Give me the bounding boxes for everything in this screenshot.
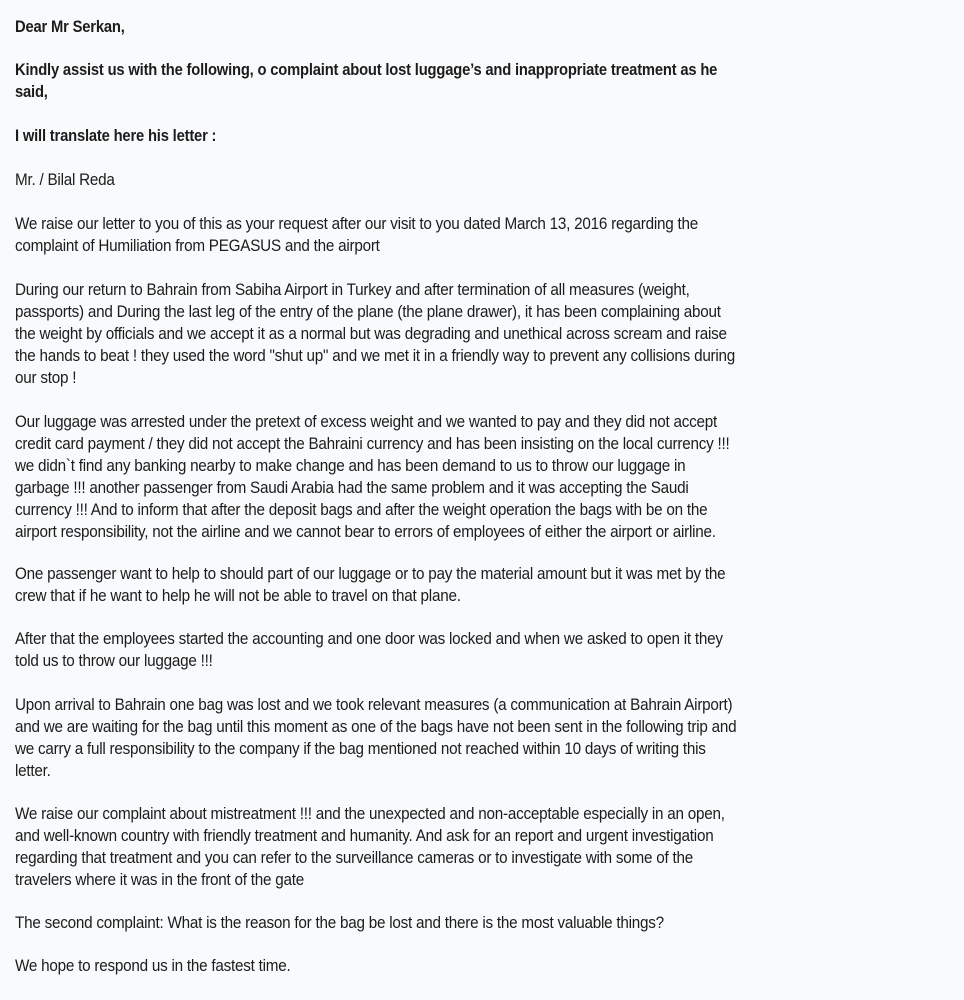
- intro-line-1: Kindly assist us with the following, o complaint about lost luggage’s and inappropriate treatment as he: [15, 61, 718, 79]
- paragraph-8-line: The second complaint: What is the reason for the bag be lost and there is the most valuable things?: [15, 914, 664, 932]
- addressee: Mr. / Bilal Reda: [15, 171, 115, 189]
- paragraph-7-line: regarding that treatment and you can refer to the surveillance cameras or to investigate with some of the: [15, 849, 694, 867]
- translate-note: I will translate here his letter :: [15, 127, 217, 145]
- paragraph-4-line: crew that if he want to help he will not be able to travel on that plane.: [15, 587, 461, 605]
- paragraph-2-line: passports) and During the last leg of the entry of the plane (the plane drawer), it has been complaining about: [15, 303, 721, 321]
- paragraph-6-line: we carry a full responsibility to the company if the bag mentioned not reached within 10 days of writing this: [15, 740, 706, 758]
- paragraph-3-line: garbage !!! another passenger from Saudi Arabia had the same problem and it was accepting the Saudi: [15, 479, 689, 497]
- intro-line-2: said,: [15, 83, 48, 101]
- paragraph-9-line: We hope to respond us in the fastest time.: [15, 957, 291, 975]
- paragraph-6-line: letter.: [15, 762, 51, 780]
- paragraph-2-line: During our return to Bahrain from Sabiha Airport in Turkey and after termination of all measures (weight,: [15, 281, 690, 299]
- paragraph-2-line: the hands to beat ! they used the word "shut up" and we met it in a friendly way to prevent any collisions during: [15, 347, 736, 365]
- salutation: Dear Mr Serkan,: [15, 18, 125, 36]
- paragraph-6-line: Upon arrival to Bahrain one bag was lost and we took relevant measures (a communication at Bahrain Airport): [15, 696, 733, 714]
- paragraph-3-line: Our luggage was arrested under the pretext of excess weight and we wanted to pay and they did not accept: [15, 413, 718, 431]
- paragraph-5-line: After that the employees started the accounting and one door was locked and when we asked to open it they: [15, 630, 723, 648]
- paragraph-7-line: and well-known country with friendly treatment and humanity. And ask for an report and urgent investigation: [15, 827, 714, 845]
- paragraph-2-line: our stop !: [15, 369, 77, 387]
- paragraph-5-line: told us to throw our luggage !!!: [15, 652, 213, 670]
- paragraph-3-line: we didn`t find any banking nearby to make change and has been demand to us to throw our luggage in: [15, 457, 686, 475]
- paragraph-1-line: complaint of Humiliation from PEGASUS and the airport: [15, 237, 380, 255]
- paragraph-3-line: airport responsibility, not the airline and we cannot bear to errors of employees of either the airport or airline.: [15, 523, 716, 541]
- paragraph-1-line: We raise our letter to you of this as your request after our visit to you dated March 13, 2016 regarding the: [15, 215, 698, 233]
- paragraph-3-line: credit card payment / they did not accept the Bahraini currency and has been insisting on the local currency !!!: [15, 435, 730, 453]
- paragraph-7-line: travelers where it was in the front of the gate: [15, 871, 305, 889]
- paragraph-6-line: and we are waiting for the bag until this moment as one of the bags have not been sent in the following trip and: [15, 718, 737, 736]
- paragraph-4-line: One passenger want to help to should part of our luggage or to pay the material amount but it was met by the: [15, 565, 726, 583]
- paragraph-7-line: We raise our complaint about mistreatment !!! and the unexpected and non-acceptable especially in an open,: [15, 805, 725, 823]
- paragraph-3-line: currency !!! And to inform that after the deposit bags and after the weight operation the bags with be on the: [15, 501, 708, 519]
- paragraph-2-line: the weight by officials and we accept it as a normal but was degrading and unethical across scream and raise: [15, 325, 727, 343]
